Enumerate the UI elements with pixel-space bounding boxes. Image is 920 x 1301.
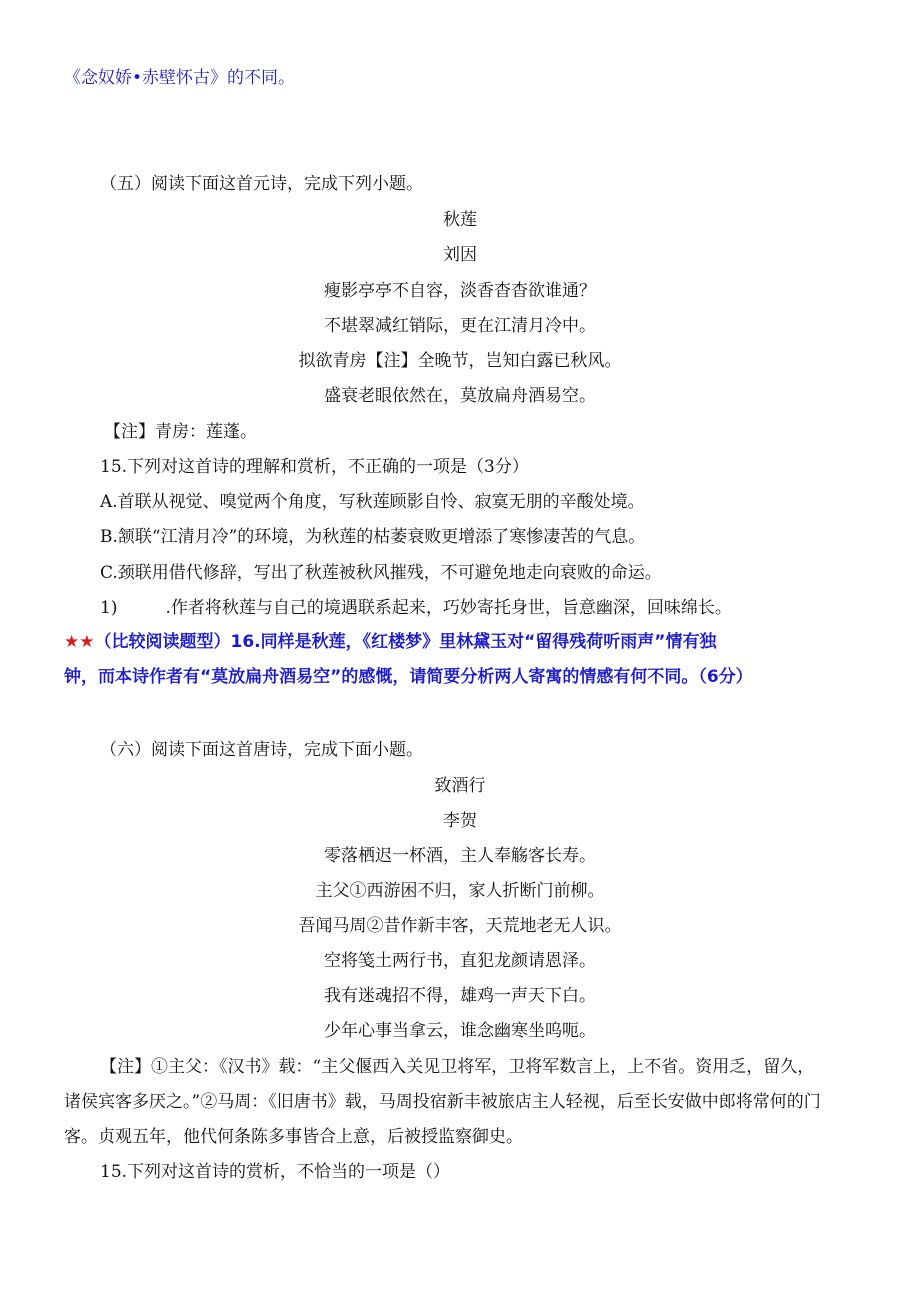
poem-title: 秋莲: [443, 210, 477, 230]
previous-question-fragment: 《念奴娇•赤壁怀古》的不同。: [64, 68, 296, 88]
option-b: B.颔联“江清月冷”的环境，为秋莲的枯萎衰败更增添了寒惨凄苦的气息。: [100, 527, 646, 547]
option-c: C.颈联用借代修辞，写出了秋莲被秋风摧残，不可避免地走向衰败的命运。: [100, 563, 662, 583]
poem-note-line: 诸侯宾客多厌之。”②马周：《旧唐书》载，马周投宿新丰被旅店主人轻视，后至长安做中郎将常何的门: [64, 1092, 821, 1112]
poem-line: 零落栖迟一杯酒，主人奉觞客长寿。: [324, 846, 596, 866]
poem-note-line: 【注】①主父：《汉书》载：“主父偃西入关见卫将军，卫将军数言上，上不省。资用乏，留久，: [100, 1057, 815, 1077]
poem-line: 瘦影亭亭不自容，淡香杳杳欲谁通？: [324, 281, 596, 301]
poem-note-line: 客。贞观五年，他代何条陈多事皆合上意，后被授监察御史。: [64, 1127, 523, 1147]
difficulty-stars: ★★: [64, 632, 95, 652]
poem-title: 致酒行: [434, 776, 486, 796]
poem-author: 刘因: [443, 245, 477, 265]
poem-line: 空将笺土两行书，直犯龙颜请恩泽。: [324, 951, 596, 971]
question-16-line2: 钟，而本诗作者有“莫放扁舟酒易空”的感慨，请简要分析两人寄寓的情感有何不同。（6分）: [64, 667, 753, 687]
question-16-line1: ★★（比较阅读题型）16.同样是秋莲，《红楼梦》里林黛玉对“留得残荷听雨声”情有独: [64, 632, 717, 652]
option-a: A.首联从视觉、嗅觉两个角度，写秋莲顾影自怜、寂寞无朋的辛酸处境。: [100, 492, 645, 512]
option-d: [100, 596, 732, 620]
question-15: 15.下列对这首诗的理解和赏析，不正确的一项是（3分）: [100, 457, 529, 477]
poem-line: 不堪翠减红销际，更在江清月冷中。: [324, 316, 596, 336]
poem-line: 我有迷魂招不得，雄鸡一声天下白。: [324, 986, 596, 1006]
poem-line: 吾闻马周②昔作新丰客，天荒地老无人识。: [298, 916, 622, 936]
option-d-text: .作者将秋莲与自己的境遇联系起来，巧妙寄托身世，旨意幽深，回味绵长。: [165, 598, 732, 618]
poem-author: 李贺: [443, 811, 477, 831]
poem-note: 【注】青房：莲蓬。: [104, 422, 257, 442]
option-d-number: 1): [100, 598, 118, 618]
poem-line: 主父①西游困不归，家人折断门前柳。: [315, 881, 605, 901]
poem-line: 拟欲青房【注】全晚节，岂知白露已秋风。: [298, 351, 622, 371]
poem-line: 少年心事当拿云，谁念幽寒坐呜呃。: [324, 1021, 596, 1041]
section5-intro: （五）阅读下面这首元诗，完成下列小题。: [100, 174, 423, 194]
poem-line: 盛衰老眼依然在，莫放扁舟酒易空。: [324, 386, 596, 406]
question-15: 15.下列对这首诗的赏析，不恰当的一项是（）: [100, 1162, 451, 1182]
section6-intro: （六）阅读下面这首唐诗，完成下面小题。: [100, 740, 423, 760]
